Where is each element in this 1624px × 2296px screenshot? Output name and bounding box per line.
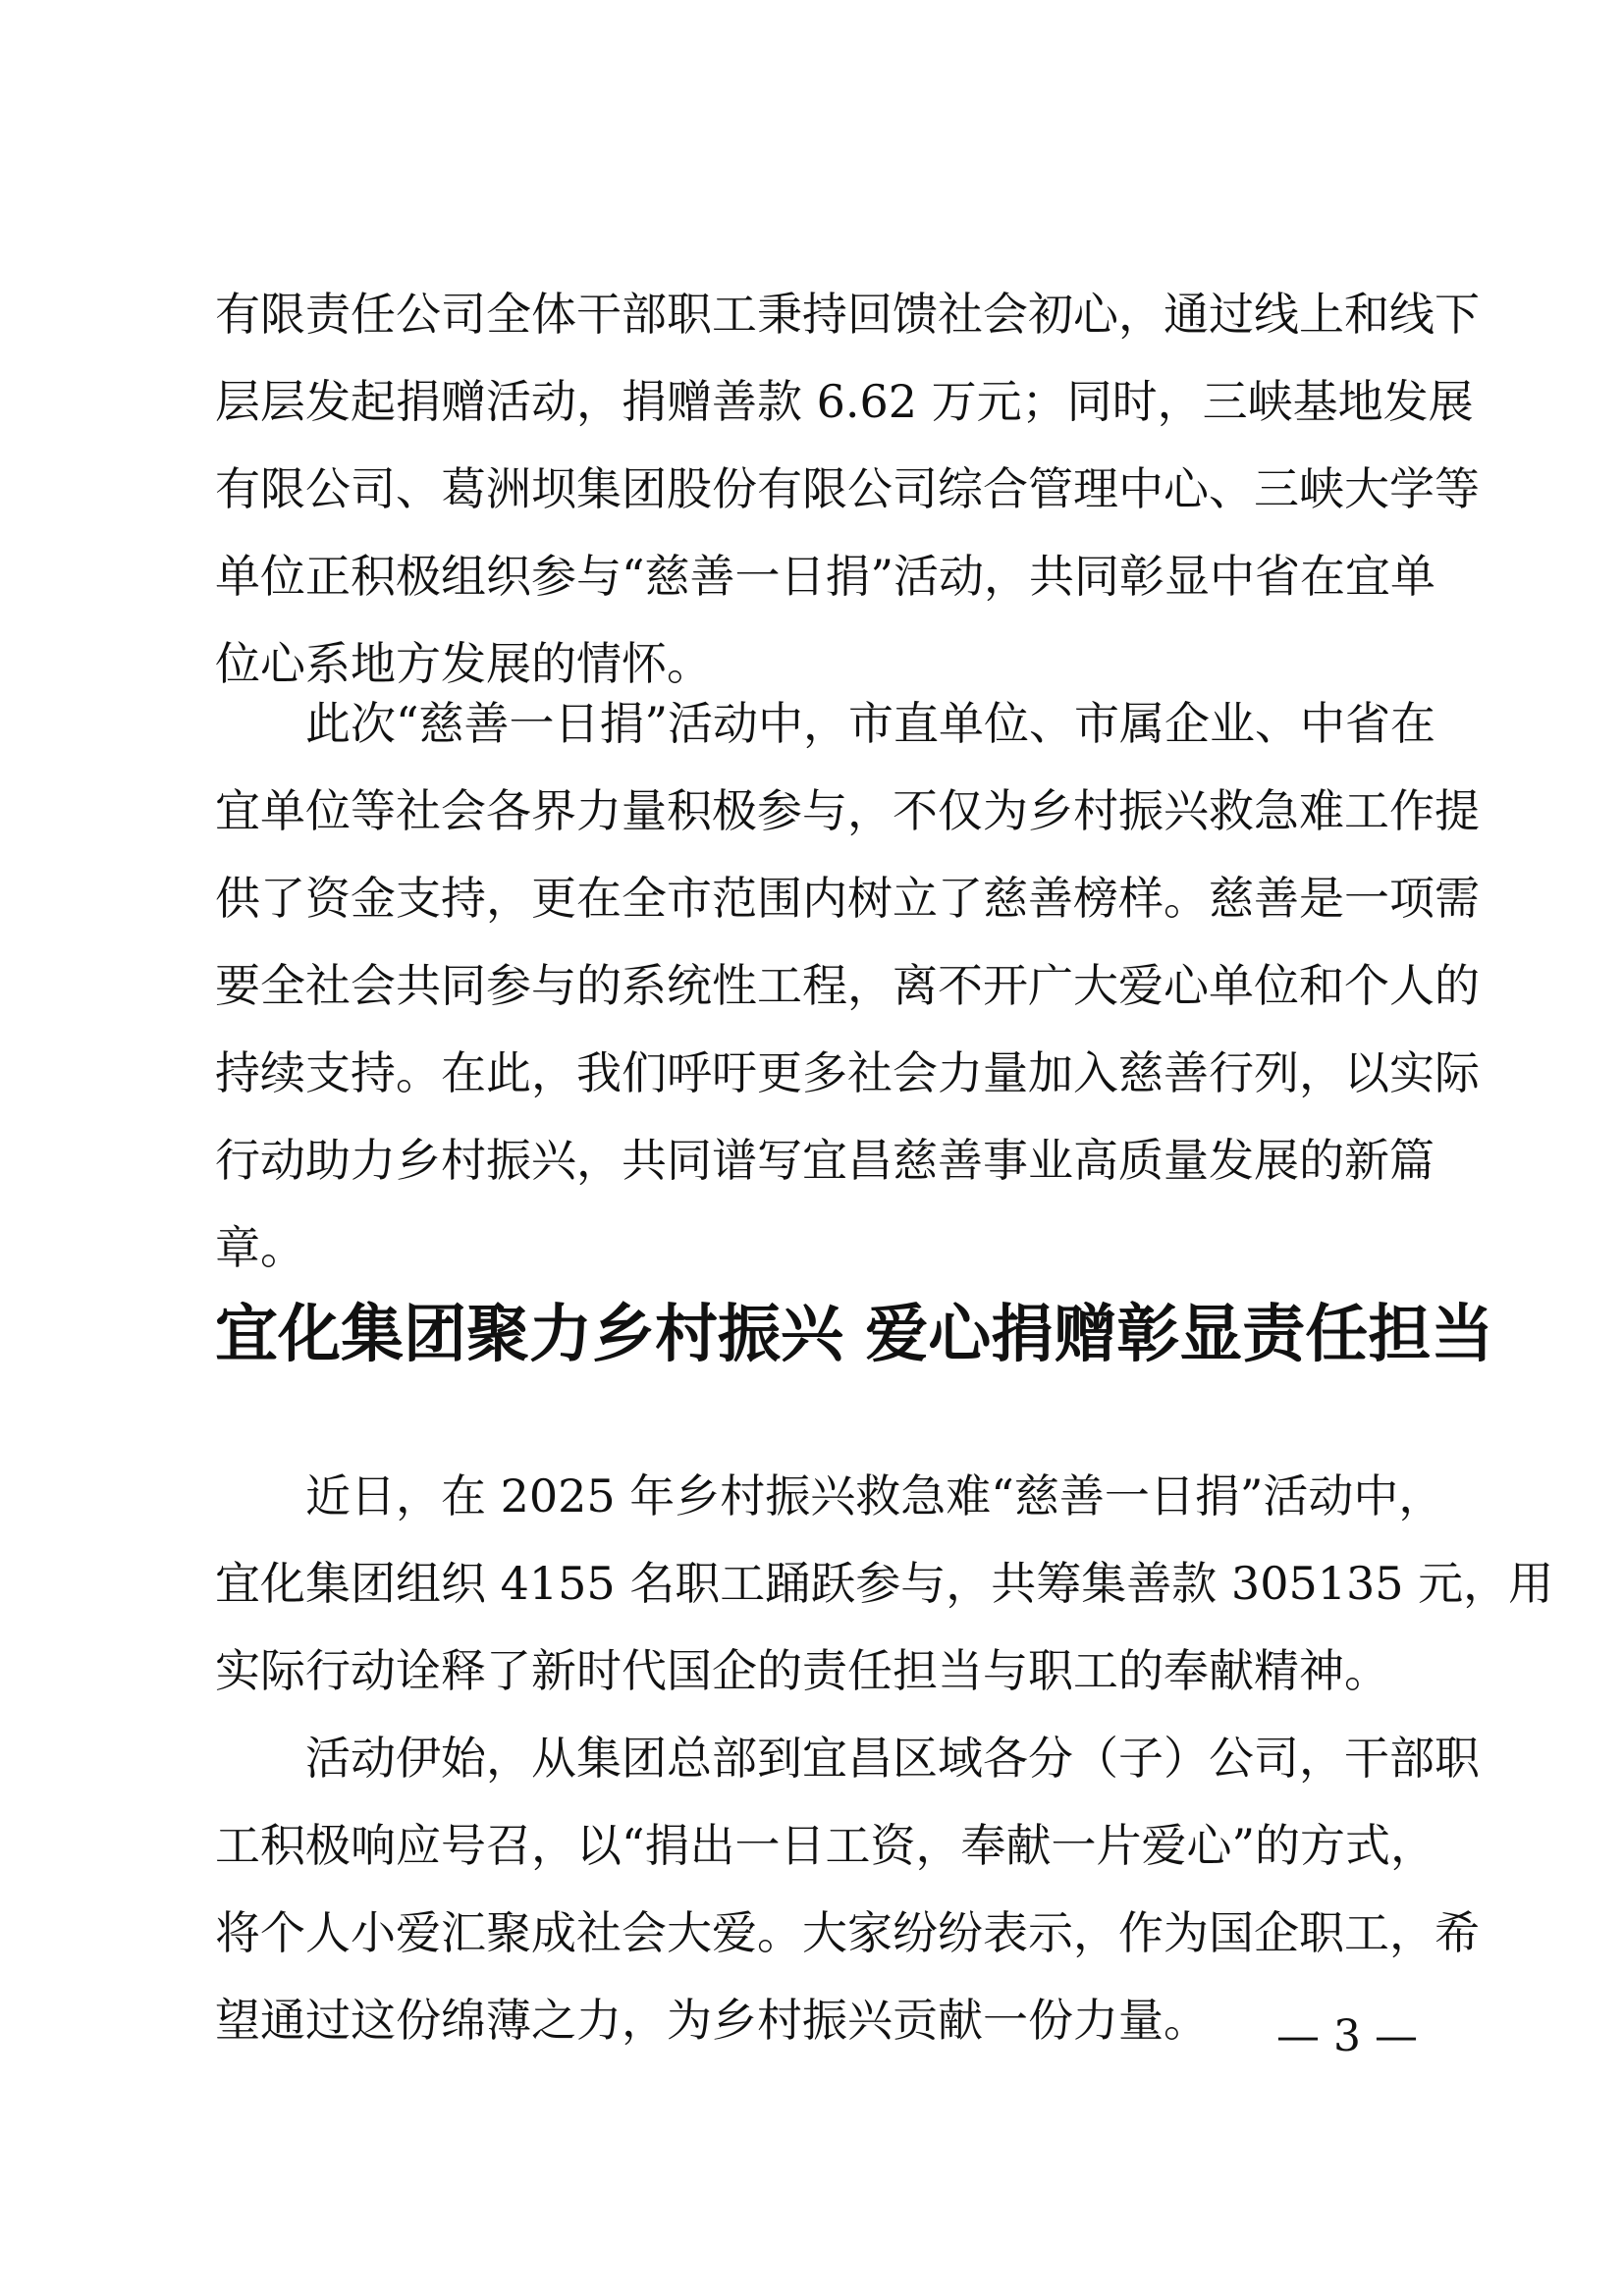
- page-number: — 3 —: [1276, 2011, 1418, 2061]
- text-line: 将个人小爱汇聚成社会大爱。大家纷纷表示，作为国企职工，希: [215, 1906, 1480, 1959]
- text-line: 活动伊始，从集团总部到宜昌区域各分（子）公司，干部职: [305, 1732, 1480, 1785]
- text-line: 持续支持。在此，我们呼吁更多社会力量加入慈善行列，以实际: [215, 1046, 1480, 1099]
- text-line: 近日，在 2025 年乡村振兴救急难“慈善一日捐”活动中，: [305, 1469, 1444, 1522]
- paragraph-activity: [215, 1715, 1480, 2064]
- text-line: 宜化集团组织 4155 名职工踊跃参与，共筹集善款 305135 元，用: [215, 1557, 1554, 1610]
- text-line: 宜单位等社会各界力量积极参与，不仅为乡村振兴救急难工作提: [215, 784, 1480, 837]
- text-line: 有限责任公司全体干部职工秉持回馈社会初心，通过线上和线下: [215, 288, 1480, 341]
- text-line: 位心系地方发展的情怀。: [215, 637, 712, 690]
- text-line: 有限公司、葛洲坝集团股份有限公司综合管理中心、三峡大学等: [215, 462, 1480, 515]
- text-line: 行动助力乡村振兴，共同谱写宜昌慈善事业高质量发展的新篇: [215, 1134, 1435, 1187]
- text-line: 单位正积极组织参与“慈善一日捐”活动，共同彰显中省在宜单: [215, 550, 1436, 603]
- text-line: 层层发起捐赠活动，捐赠善款 6.62 万元；同时，三峡基地发展: [215, 375, 1474, 428]
- article-headline: 宜化集团聚力乡村振兴 爱心捐赠彰显责任担当: [215, 1299, 1494, 1371]
- paragraph-continued: [215, 271, 1480, 708]
- paragraph-intro: [215, 1453, 1554, 1715]
- text-line: 要全社会共同参与的系统性工程，离不开广大爱心单位和个人的: [215, 959, 1480, 1012]
- text-line: 章。: [215, 1221, 305, 1274]
- text-line: 工积极响应号召，以“捐出一日工资，奉献一片爱心”的方式，: [215, 1819, 1436, 1872]
- text-line: 望通过这份绵薄之力，为乡村振兴贡献一份力量。: [215, 1994, 1209, 2047]
- text-line: 此次“慈善一日捐”活动中，市直单位、市属企业、中省在: [305, 697, 1436, 750]
- paragraph-charity-summary: [215, 680, 1480, 1292]
- text-line: 实际行动诠释了新时代国企的责任担当与职工的奉献精神。: [215, 1644, 1389, 1697]
- text-line: 供了资金支持，更在全市范围内树立了慈善榜样。慈善是一项需: [215, 872, 1480, 925]
